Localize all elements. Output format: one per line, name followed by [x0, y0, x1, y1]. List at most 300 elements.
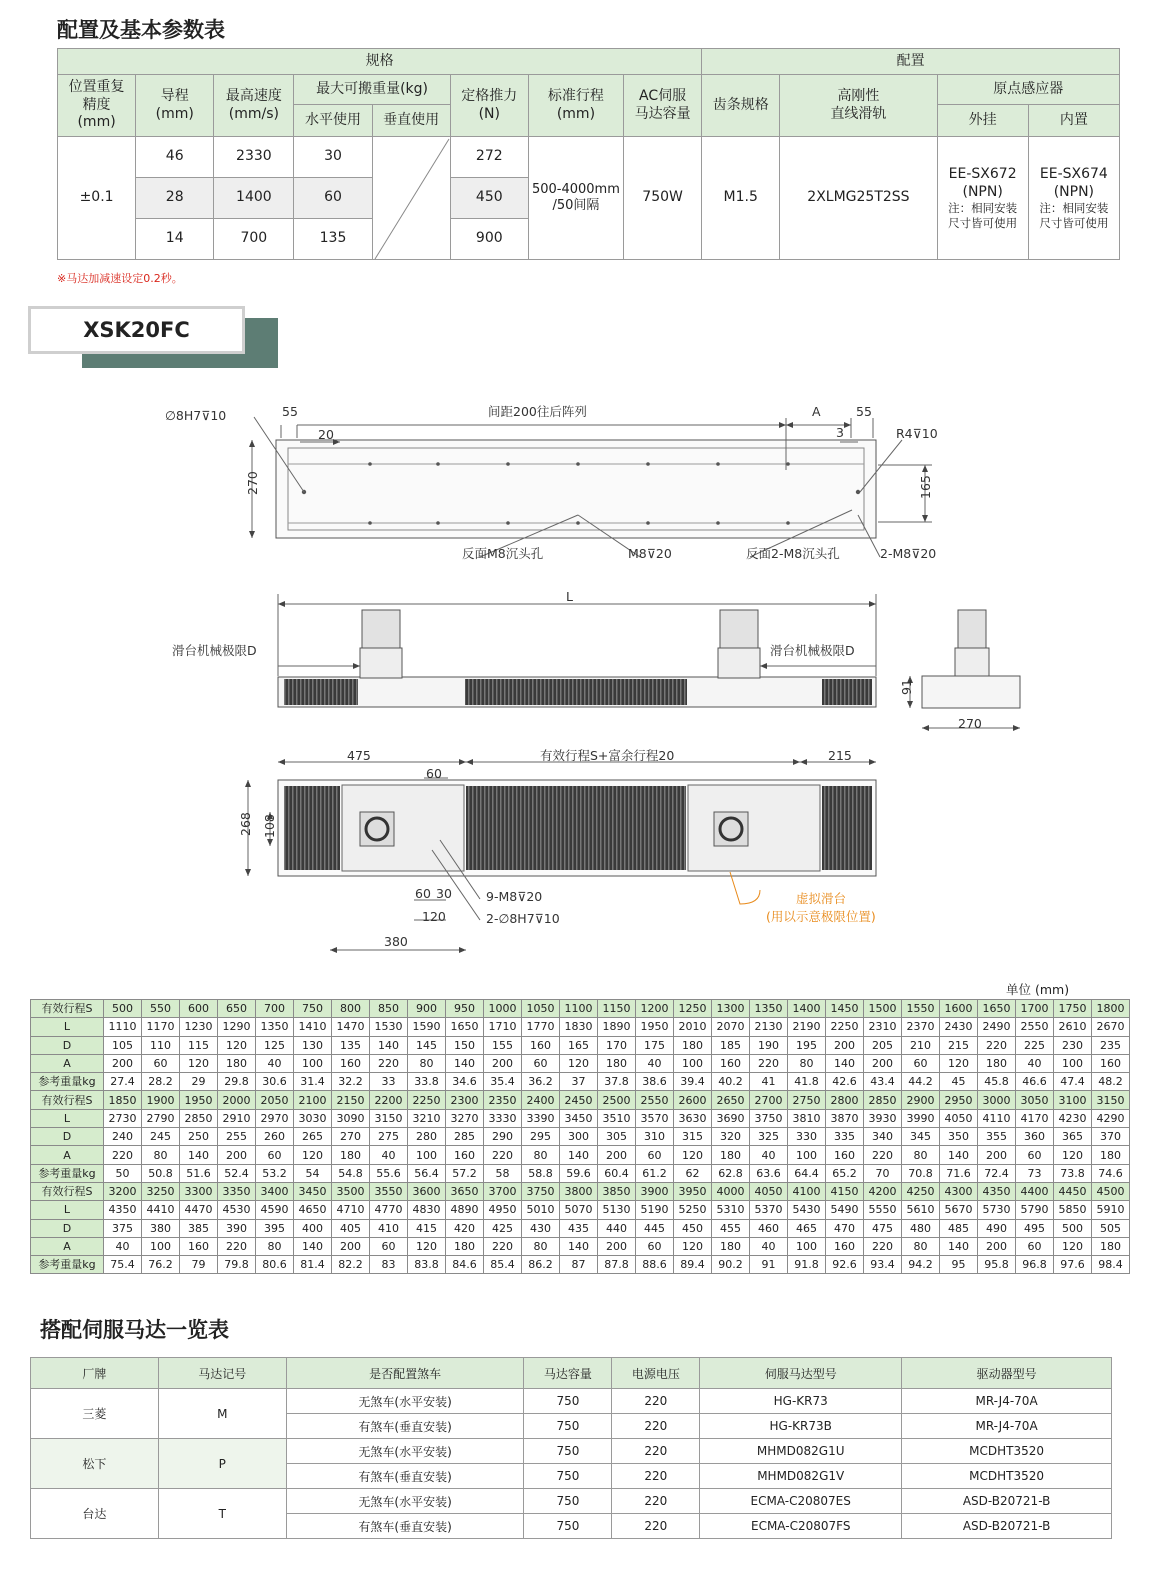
- stroke-cell: 3270: [446, 1109, 484, 1127]
- stroke-cell: 350: [940, 1128, 978, 1146]
- bottom-dim-30: 30: [436, 886, 452, 901]
- motor-header-model: 伺服马达型号: [700, 1358, 902, 1389]
- stroke-cell: 2850: [864, 1091, 902, 1109]
- stroke-cell: 1350: [256, 1018, 294, 1036]
- stroke-cell: 83: [370, 1256, 408, 1274]
- sensor-ext-value: EE-SX672 (NPN): [948, 166, 1017, 200]
- stroke-cell: 3100: [1054, 1091, 1092, 1109]
- stroke-cell: 3350: [218, 1182, 256, 1200]
- stroke-cell: 70: [864, 1164, 902, 1182]
- stroke-cell: 200: [826, 1036, 864, 1054]
- stroke-cell: 950: [446, 1000, 484, 1018]
- stroke-cell: 60: [370, 1237, 408, 1255]
- stroke-cell: 120: [1054, 1146, 1092, 1164]
- top-dim-165: 165: [918, 475, 933, 499]
- stroke-cell: 200: [332, 1237, 370, 1255]
- accel-note: ※马达加减速设定0.2秒。: [57, 272, 183, 285]
- motor-model: HG-KR73B: [700, 1414, 902, 1439]
- stroke-cell: 1300: [712, 1000, 750, 1018]
- stroke-cell: 160: [332, 1054, 370, 1072]
- stroke-cell: 400: [294, 1219, 332, 1237]
- end-view-motor: [958, 610, 986, 648]
- stroke-cell: 3500: [332, 1182, 370, 1200]
- stroke-cell: 2130: [750, 1018, 788, 1036]
- stroke-cell: 495: [1016, 1219, 1054, 1237]
- stroke-cell: 5310: [712, 1201, 750, 1219]
- load-h-value: 135: [294, 219, 372, 260]
- motor-capacity: 750: [524, 1489, 612, 1514]
- stroke-cell: 40: [1016, 1054, 1054, 1072]
- stroke-cell: 2730: [104, 1109, 142, 1127]
- stroke-cell: 2250: [826, 1018, 864, 1036]
- stroke-cell: 95: [940, 1256, 978, 1274]
- stroke-cell: 5670: [940, 1201, 978, 1219]
- motor-brake: 有煞车(垂直安装): [286, 1514, 524, 1539]
- stroke-cell: 225: [1016, 1036, 1054, 1054]
- top-pitch-label: 间距200往后阵列: [488, 404, 587, 419]
- stroke-cell: 5070: [560, 1201, 598, 1219]
- motor-model: ECMA-C20807FS: [700, 1514, 902, 1539]
- stroke-cell: 33.8: [408, 1073, 446, 1091]
- motor-section-title: 搭配伺服马达一览表: [40, 1318, 229, 1342]
- lead-header: 导程 (mm): [136, 75, 214, 137]
- top-2m8-label: 2-M8⊽20: [880, 546, 937, 561]
- stroke-cell: 4050: [750, 1182, 788, 1200]
- stroke-cell: 220: [484, 1146, 522, 1164]
- stroke-cell: 160: [180, 1237, 218, 1255]
- stroke-cell: 3930: [864, 1109, 902, 1127]
- motor-brake: 无煞车(水平安装): [286, 1439, 524, 1464]
- stroke-cell: 1470: [332, 1018, 370, 1036]
- stroke-cell: 220: [370, 1054, 408, 1072]
- stroke-cell: 4110: [978, 1109, 1016, 1127]
- stroke-cell: 95.8: [978, 1256, 1016, 1274]
- thrust-value: 900: [450, 219, 528, 260]
- thrust-value: 272: [450, 137, 528, 178]
- stroke-cell: 39.4: [674, 1073, 712, 1091]
- stroke-cell: 5910: [1092, 1201, 1130, 1219]
- top-dim-55a: 55: [282, 404, 298, 419]
- stroke-cell: 310: [636, 1128, 674, 1146]
- stroke-cell: 160: [446, 1146, 484, 1164]
- stroke-cell: 3450: [294, 1182, 332, 1200]
- stroke-cell: 4150: [826, 1182, 864, 1200]
- stroke-cell: 220: [750, 1054, 788, 1072]
- stroke-cell: 120: [218, 1036, 256, 1054]
- stroke-cell: 180: [332, 1146, 370, 1164]
- stroke-cell: 2800: [826, 1091, 864, 1109]
- stroke-cell: 3850: [598, 1182, 636, 1200]
- stroke-cell: 245: [142, 1128, 180, 1146]
- stroke-cell: 3810: [788, 1109, 826, 1127]
- motor-voltage: 220: [612, 1439, 700, 1464]
- bottom-dim-108: 108: [262, 814, 277, 838]
- stroke-cell: 40: [256, 1054, 294, 1072]
- side-limit-left: 滑台机械极限D: [172, 643, 257, 658]
- stroke-cell: 1590: [408, 1018, 446, 1036]
- stroke-cell: 265: [294, 1128, 332, 1146]
- stroke-cell: 2900: [902, 1091, 940, 1109]
- stroke-cell: 1890: [598, 1018, 636, 1036]
- stroke-cell: 62: [674, 1164, 712, 1182]
- stroke-cell: 135: [332, 1036, 370, 1054]
- stroke-cell: 74.6: [1092, 1164, 1130, 1182]
- stroke-row-w: [31, 1164, 1130, 1182]
- stroke-cell: 180: [712, 1237, 750, 1255]
- stroke-cell: 700: [256, 1000, 294, 1018]
- stroke-cell: 180: [674, 1036, 712, 1054]
- stroke-cell: 3400: [256, 1182, 294, 1200]
- stroke-row-label: L: [31, 1018, 104, 1036]
- stroke-cell: 430: [522, 1219, 560, 1237]
- motor-capacity: 750: [524, 1439, 612, 1464]
- top-r4-label: R4⊽10: [896, 426, 938, 441]
- stroke-cell: 2250: [408, 1091, 446, 1109]
- stroke-row-label: A: [31, 1054, 104, 1072]
- stroke-cell: 97.6: [1054, 1256, 1092, 1274]
- stroke-cell: 3950: [674, 1182, 712, 1200]
- stroke-cell: 4350: [104, 1201, 142, 1219]
- stroke-cell: 1110: [104, 1018, 142, 1036]
- stroke-cell: 63.6: [750, 1164, 788, 1182]
- stroke-cell: 2050: [256, 1091, 294, 1109]
- stroke-cell: 100: [788, 1237, 826, 1255]
- stroke-cell: 87: [560, 1256, 598, 1274]
- stroke-cell: 1950: [180, 1091, 218, 1109]
- sensor-ext-cell: [937, 137, 1028, 260]
- stroke-cell: 60: [522, 1054, 560, 1072]
- stroke-row-a: [31, 1237, 1130, 1255]
- load-v-empty: [372, 137, 450, 260]
- stroke-cell: 505: [1092, 1219, 1130, 1237]
- stroke-cell: 32.2: [332, 1073, 370, 1091]
- stroke-cell: 1700: [1016, 1000, 1054, 1018]
- stroke-cell: 1650: [446, 1018, 484, 1036]
- stroke-row-label: 参考重量kg: [31, 1164, 104, 1182]
- stroke-cell: 485: [940, 1219, 978, 1237]
- virtual-slide-label: 虚拟滑台: [796, 891, 847, 906]
- stroke-cell: 2350: [484, 1091, 522, 1109]
- stroke-cell: 1050: [522, 1000, 560, 1018]
- stroke-cell: 140: [560, 1237, 598, 1255]
- stroke-cell: 750: [294, 1000, 332, 1018]
- stroke-cell: 3030: [294, 1109, 332, 1127]
- stroke-cell: 33: [370, 1073, 408, 1091]
- stroke-cell: 3510: [598, 1109, 636, 1127]
- stroke-cell: 100: [674, 1054, 712, 1072]
- stroke-cell: 160: [712, 1054, 750, 1072]
- stroke-cell: 44.2: [902, 1073, 940, 1091]
- precision-value: ±0.1: [58, 137, 136, 260]
- side-limit-right: 滑台机械极限D: [770, 643, 855, 658]
- stroke-cell: 205: [864, 1036, 902, 1054]
- stroke-cell: 73: [1016, 1164, 1054, 1182]
- stroke-cell: 1290: [218, 1018, 256, 1036]
- stroke-cell: 4170: [1016, 1109, 1054, 1127]
- stroke-cell: 64.4: [788, 1164, 826, 1182]
- stroke-cell: 60: [1016, 1146, 1054, 1164]
- stroke-cell: 325: [750, 1128, 788, 1146]
- stroke-cell: 220: [864, 1237, 902, 1255]
- stroke-cell: 3570: [636, 1109, 674, 1127]
- stroke-cell: 55.6: [370, 1164, 408, 1182]
- stroke-cell: 305: [598, 1128, 636, 1146]
- stroke-cell: 5790: [1016, 1201, 1054, 1219]
- stroke-cell: 3690: [712, 1109, 750, 1127]
- stroke-cell: 29.8: [218, 1073, 256, 1091]
- stroke-cell: 1000: [484, 1000, 522, 1018]
- thrust-header: 定格推力 (N): [450, 75, 528, 137]
- side-bellows-3: [822, 679, 872, 705]
- stroke-cell: 36.2: [522, 1073, 560, 1091]
- stroke-cell: 3390: [522, 1109, 560, 1127]
- stroke-cell: 41: [750, 1073, 788, 1091]
- stroke-cell: 600: [180, 1000, 218, 1018]
- stroke-cell: 4200: [864, 1182, 902, 1200]
- stroke-cell: 51.6: [180, 1164, 218, 1182]
- motor-code: M: [158, 1389, 286, 1439]
- stroke-cell: 210: [902, 1036, 940, 1054]
- bottom-dim-475: 475: [347, 748, 371, 763]
- stroke-cell: 900: [408, 1000, 446, 1018]
- stroke-cell: 60: [1016, 1237, 1054, 1255]
- stroke-cell: 80: [522, 1237, 560, 1255]
- stroke-cell: 60: [256, 1146, 294, 1164]
- stroke-cell: 5610: [902, 1201, 940, 1219]
- stroke-cell: 200: [598, 1237, 636, 1255]
- motor-header: AC伺服 马达容量: [624, 75, 702, 137]
- stroke-cell: 130: [294, 1036, 332, 1054]
- stroke-cell: 4290: [1092, 1109, 1130, 1127]
- stroke-cell: 2100: [294, 1091, 332, 1109]
- spec-table: [57, 48, 1120, 260]
- stroke-cell: 90.2: [712, 1256, 750, 1274]
- stroke-cell: 1550: [902, 1000, 940, 1018]
- stroke-cell: 200: [864, 1054, 902, 1072]
- stroke-header: 标准行程 (mm): [528, 75, 623, 137]
- motor-voltage: 220: [612, 1389, 700, 1414]
- spec-section-title: 配置及基本参数表: [57, 18, 225, 42]
- motor-voltage: 220: [612, 1414, 700, 1439]
- stroke-cell: 60: [902, 1054, 940, 1072]
- stroke-cell: 4050: [940, 1109, 978, 1127]
- stroke-cell: 440: [598, 1219, 636, 1237]
- stroke-cell: 3900: [636, 1182, 674, 1200]
- rail-header: 高刚性 直线滑轨: [780, 75, 937, 137]
- stroke-cell: 200: [978, 1146, 1016, 1164]
- stroke-cell: 5730: [978, 1201, 1016, 1219]
- bottom-9m8-label: 9-M8⊽20: [486, 889, 543, 904]
- stroke-cell: 50: [104, 1164, 142, 1182]
- stroke-cell: 165: [560, 1036, 598, 1054]
- motor-driver: MCDHT3520: [902, 1464, 1112, 1489]
- stroke-cell: 220: [864, 1146, 902, 1164]
- stroke-cell: 4950: [484, 1201, 522, 1219]
- stroke-cell: 75.4: [104, 1256, 142, 1274]
- stroke-cell: 155: [484, 1036, 522, 1054]
- top-dim-3: 3: [836, 425, 844, 440]
- stroke-row-label: 有效行程S: [31, 1182, 104, 1200]
- rack-header: 齿条规格: [702, 75, 780, 137]
- stroke-cell: 2650: [712, 1091, 750, 1109]
- stroke-cell: 43.4: [864, 1073, 902, 1091]
- stroke-cell: 2300: [446, 1091, 484, 1109]
- stroke-cell: 200: [104, 1054, 142, 1072]
- top-hole-label: ∅8H7⊽10: [165, 408, 227, 423]
- stroke-table: [30, 999, 1130, 1274]
- stroke-cell: 83.8: [408, 1256, 446, 1274]
- rack-value: M1.5: [702, 137, 780, 260]
- stroke-cell: 62.8: [712, 1164, 750, 1182]
- motor-voltage: 220: [612, 1489, 700, 1514]
- side-motor-1: [362, 610, 400, 648]
- motor-brand: 三菱: [31, 1389, 159, 1439]
- stroke-cell: 275: [370, 1128, 408, 1146]
- stroke-cell: 76.2: [142, 1256, 180, 1274]
- stroke-cell: 215: [940, 1036, 978, 1054]
- top-dim-55b: 55: [856, 404, 872, 419]
- stroke-cell: 2200: [370, 1091, 408, 1109]
- stroke-row-l: [31, 1201, 1130, 1219]
- motor-header-driver: 驱动器型号: [902, 1358, 1112, 1389]
- stroke-cell: 435: [560, 1219, 598, 1237]
- motor-brake: 无煞车(水平安装): [286, 1389, 524, 1414]
- bottom-dim-120: 120: [422, 909, 446, 924]
- stroke-cell: 38.6: [636, 1073, 674, 1091]
- stroke-cell: 80: [902, 1146, 940, 1164]
- stroke-cell: 260: [256, 1128, 294, 1146]
- stroke-cell: 2490: [978, 1018, 1016, 1036]
- stroke-cell: 60: [142, 1054, 180, 1072]
- stroke-cell: 57.2: [446, 1164, 484, 1182]
- stroke-cell: 80: [522, 1146, 560, 1164]
- stroke-cell: 120: [674, 1237, 712, 1255]
- side-bellows-2: [465, 679, 687, 705]
- motor-brake: 有煞车(垂直安装): [286, 1414, 524, 1439]
- stroke-cell: 4250: [902, 1182, 940, 1200]
- model-tag: XSK20FC: [28, 306, 245, 354]
- stroke-cell: 140: [370, 1036, 408, 1054]
- stroke-cell: 3990: [902, 1109, 940, 1127]
- stroke-cell: 4100: [788, 1182, 826, 1200]
- stroke-cell: 3250: [142, 1182, 180, 1200]
- stroke-cell: 420: [446, 1219, 484, 1237]
- stroke-cell: 220: [484, 1237, 522, 1255]
- stroke-cell: 405: [332, 1219, 370, 1237]
- stroke-cell: 5130: [598, 1201, 636, 1219]
- stroke-cell: 140: [294, 1237, 332, 1255]
- stroke-cell: 2450: [560, 1091, 598, 1109]
- stroke-cell: 92.6: [826, 1256, 864, 1274]
- load-header: 最大可搬重量(kg): [294, 75, 450, 105]
- stroke-cell: 490: [978, 1219, 1016, 1237]
- stroke-cell: 5430: [788, 1201, 826, 1219]
- stroke-row-a: [31, 1146, 1130, 1164]
- stroke-cell: 4300: [940, 1182, 978, 1200]
- stroke-cell: 60.4: [598, 1164, 636, 1182]
- stroke-row-label: 参考重量kg: [31, 1256, 104, 1274]
- stroke-cell: 3870: [826, 1109, 864, 1127]
- lead-value: 46: [136, 137, 214, 178]
- stroke-cell: 80: [902, 1237, 940, 1255]
- stroke-cell: 3600: [408, 1182, 446, 1200]
- motor-capacity: 750: [524, 1464, 612, 1489]
- stroke-cell: 80: [788, 1054, 826, 1072]
- stroke-cell: 40: [636, 1054, 674, 1072]
- stroke-cell: 185: [712, 1036, 750, 1054]
- top-view: [165, 404, 938, 561]
- stroke-cell: 160: [522, 1036, 560, 1054]
- stroke-row-d: [31, 1036, 1130, 1054]
- stroke-cell: 60: [636, 1237, 674, 1255]
- motor-brand: 台达: [31, 1489, 159, 1539]
- stroke-cell: 1100: [560, 1000, 598, 1018]
- stroke-cell: 54: [294, 1164, 332, 1182]
- side-motor-base-2: [718, 648, 760, 678]
- stroke-cell: 4410: [142, 1201, 180, 1219]
- stroke-cell: 86.2: [522, 1256, 560, 1274]
- stroke-cell: 2850: [180, 1109, 218, 1127]
- sensor-header: 原点感应器: [937, 75, 1119, 105]
- stroke-row-s: [31, 1091, 1130, 1109]
- stroke-value: 500-4000mm /50间隔: [528, 137, 623, 260]
- stroke-cell: 72.4: [978, 1164, 1016, 1182]
- stroke-cell: 85.4: [484, 1256, 522, 1274]
- stroke-cell: 53.2: [256, 1164, 294, 1182]
- bottom-dim-215: 215: [828, 748, 852, 763]
- stroke-cell: 230: [1054, 1036, 1092, 1054]
- stroke-cell: 200: [978, 1237, 1016, 1255]
- stroke-cell: 100: [408, 1146, 446, 1164]
- stroke-cell: 100: [1054, 1054, 1092, 1072]
- stroke-cell: 3700: [484, 1182, 522, 1200]
- stroke-cell: 3200: [104, 1182, 142, 1200]
- stroke-cell: 50.8: [142, 1164, 180, 1182]
- stroke-row-l: [31, 1018, 1130, 1036]
- motor-table: [30, 1357, 1112, 1539]
- stroke-cell: 1600: [940, 1000, 978, 1018]
- stroke-row-l: [31, 1109, 1130, 1127]
- motor-capacity: 750: [524, 1514, 612, 1539]
- stroke-cell: 4890: [446, 1201, 484, 1219]
- stroke-row-a: [31, 1054, 1130, 1072]
- stroke-cell: 330: [788, 1128, 826, 1146]
- stroke-cell: 115: [180, 1036, 218, 1054]
- stroke-cell: 220: [218, 1237, 256, 1255]
- stroke-cell: 120: [408, 1237, 446, 1255]
- stroke-cell: 35.4: [484, 1073, 522, 1091]
- stroke-cell: 160: [826, 1146, 864, 1164]
- stroke-cell: 37: [560, 1073, 598, 1091]
- stroke-cell: 45: [940, 1073, 978, 1091]
- stroke-cell: 370: [1092, 1128, 1130, 1146]
- stroke-cell: 340: [864, 1128, 902, 1146]
- side-dim-270: 270: [958, 716, 982, 731]
- stroke-cell: 82.2: [332, 1256, 370, 1274]
- bottom-view: [238, 748, 876, 950]
- stroke-cell: 120: [180, 1054, 218, 1072]
- sensor-ext-note: 注：相同安装 尺寸皆可使用: [948, 201, 1018, 230]
- stroke-cell: 28.2: [142, 1073, 180, 1091]
- bottom-bellows-2: [466, 786, 686, 870]
- stroke-cell: 93.4: [864, 1256, 902, 1274]
- stroke-cell: 475: [864, 1219, 902, 1237]
- stroke-cell: 160: [1092, 1054, 1130, 1072]
- stroke-cell: 270: [332, 1128, 370, 1146]
- stroke-cell: 5250: [674, 1201, 712, 1219]
- lead-value: 14: [136, 219, 214, 260]
- motor-code: P: [158, 1439, 286, 1489]
